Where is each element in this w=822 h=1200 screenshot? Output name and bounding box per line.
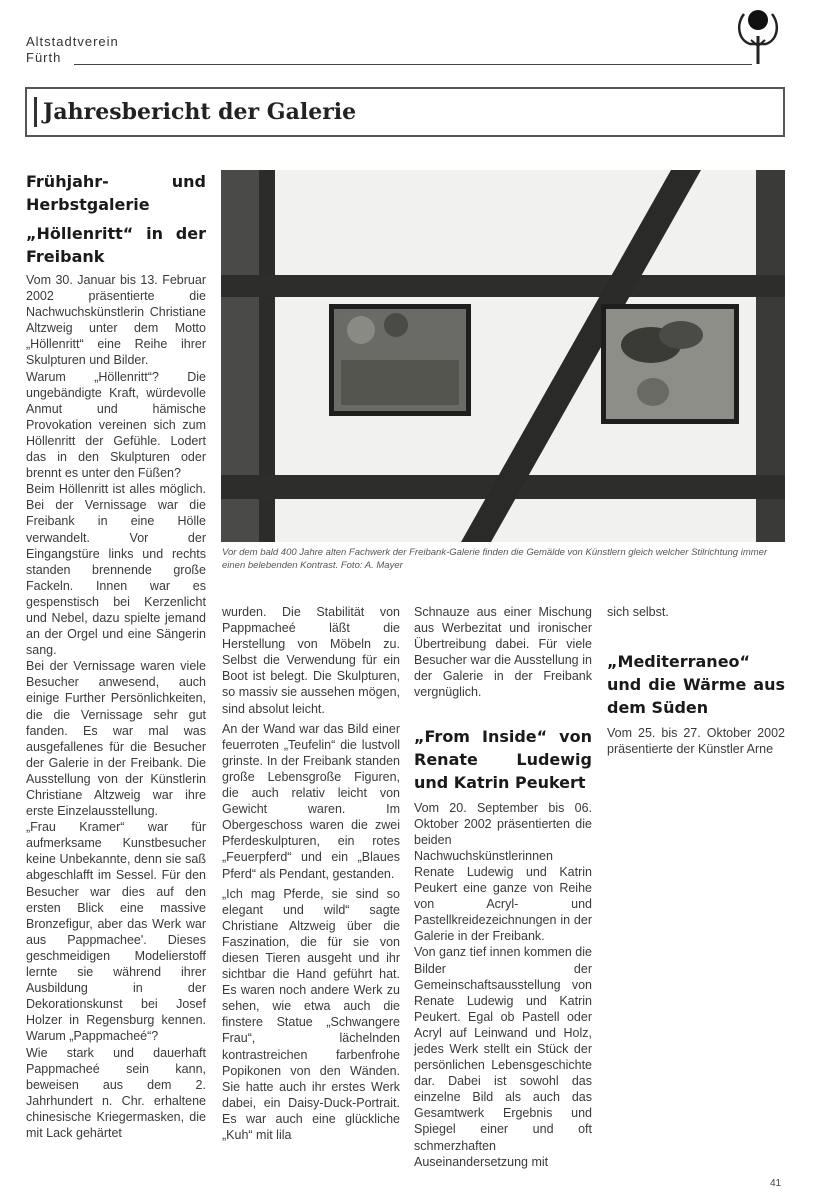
header-line1: Altstadtverein bbox=[26, 34, 119, 49]
title-box bbox=[25, 87, 785, 137]
vereins-logo-icon bbox=[734, 6, 782, 66]
column-1 bbox=[26, 170, 206, 1141]
paragraph: „Frau Kramer“ war für aufmerksame Kunstbesucher keine Unbekannte, denn sie saß abgeschlafft im Sessel. Für den Besucher war dies auf den ersten Blick eine massive Bronzefigur, aber das Werk war aus Pappmachee'. Dieses geschmeidigen Modelierstoff lernte sie während ihrer Ausbildung in der Dekorationskunst bei Josef Holzer in Regensburg kennen. Warum „Pappmacheé“? bbox=[26, 820, 206, 1044]
article-heading-hoellenritt: „Höllenritt“ in der Freibank bbox=[26, 224, 206, 266]
paragraph: An der Wand war das Bild einer feuerroten „Teufelin“ die lustvoll grinste. In der Freibank standen große Lebensgroße Figuren, die auch relativ leicht von Gewicht waren. Im Obergeschoss waren die zwei Pferdeskulpturen, ein rotes „Feuerpferd“ und ein „Blaues Pferd“ als Pendant, gestanden. bbox=[222, 721, 400, 881]
page-title: Jahresbericht der Galerie bbox=[43, 99, 357, 125]
column-3 bbox=[414, 604, 592, 1170]
title-accent-bar bbox=[34, 97, 37, 127]
paragraph: sich selbst. bbox=[607, 605, 669, 619]
paragraph: Schnauze aus einer Mischung aus Werbezitat und ironischer Übertreibung dabei. Für viele Besucher war die Ausstellung in der Galerie in der Freibank vergnüglich. bbox=[414, 605, 592, 700]
paragraph: wurden. Die Stabilität von Pappmacheé läßt die Herstellung von Möbeln zu. Selbst die Verwendung für ein Boot ist belegt. Die Skulpturen, so massiv sie aussehen mögen, sind absolut leicht. bbox=[222, 605, 400, 716]
paragraph: Von ganz tief innen kommen die Bilder der Gemeinschaftsausstellung von Renate Ludewig und Katrin Peukert. Egal ob Pastell oder Acryl auf Leinwand und Holz, jedes Werk stellt ein Stück der persönlichen Lebensgeschichte dar. Dabei ist sowohl das einzelne Bild als auch das Gesamtwerk Ergebnis und Spiegel einer und oft schmerzhaften Auseinandersetzung mit bbox=[414, 945, 592, 1169]
article-heading-mediterraneo: „Mediterraneo“ und die Wärme aus dem Süden bbox=[607, 652, 785, 718]
section-heading-galerie: Frühjahr- und Herbstgalerie bbox=[26, 172, 206, 214]
header-org bbox=[26, 34, 119, 66]
paragraph: „Ich mag Pferde, sie sind so elegant und wild“ sagte Christiane Altzweig über die Faszination, die für sie von diesen Tieren ausgeht und ihr sichtbar die Hand geführt hat. Es waren noch andere Werk zu sehen, wie etwa auch die finstere Statue „Schwangere Frau“, lächelnden kontrastreichen farbenfrohe Popikonen von den Wänden. Sie hatte auch ihr erstes Werk dabei, ein Daisy-Duck-Portrait. Es war auch eine glückliche „Kuh“ mit lila bbox=[222, 886, 400, 1142]
paragraph: Vom 20. September bis 06. Oktober 2002 präsentierten die beiden Nachwuchskünstlerinnen Renate Ludewig und Katrin Peukert eine ganze von Reihe von Acryl- und Pastellkreidezeichnungen in der Galerie in der Freibank. bbox=[414, 800, 592, 944]
paragraph: Wie stark und dauerhaft Pappmacheé sein kann, beweisen aus dem 2. Jahrhundert n. Chr. erhaltene chinesische Kriegermasken, die mit Lack gehärtet bbox=[26, 1045, 206, 1140]
header-line2: Fürth bbox=[26, 50, 62, 65]
paragraph: Beim Höllenritt ist alles möglich. Bei der Vernissage war die Freibank in eine Hölle verwandelt. Vor der Eingangstüre links und rechts standen brennende große Fackeln. Innen war es gespenstisch bei Kerzenlicht und Nebel, dazu spielte jemand an der Orgel und eine Sängerin sang. bbox=[26, 482, 206, 658]
paragraph: Warum „Höllenritt“? Die ungebändigte Kraft, würdevolle Anmut und hämische Provokation vereinen sich zum Höllenritt der Gefühle. Lodert das in den Skulpturen oder brennt es unter den Füßen? bbox=[26, 369, 206, 481]
column-4 bbox=[607, 604, 785, 757]
page-number: 41 bbox=[770, 1178, 782, 1189]
header-rule bbox=[74, 64, 752, 65]
paragraph: Vom 30. Januar bis 13. Februar 2002 präsentierte die Nachwuchskünstlerin Christiane Altzweig unter dem Motto „Höllenritt“ eine Reihe ihrer Skulpturen und Bilder. bbox=[26, 273, 206, 368]
paragraph: Bei der Vernissage waren viele Besucher anwesend, auch einige Further Persönlichkeiten, die die Vernissage sehr gut fanden. Es war mal was ausgefallenes für die Besucher der Galerie in der Freibank. Die Ausstellung von der Künstlerin Christiane Altzweig war ihre erste Einzelausstellung. bbox=[26, 659, 206, 819]
column-2 bbox=[222, 604, 400, 1143]
article-heading-from-inside: „From Inside“ von Renate Ludewig und Katrin Peukert bbox=[414, 726, 592, 792]
paragraph: Vom 25. bis 27. Oktober 2002 präsentierte der Künstler Arne bbox=[607, 726, 785, 757]
photo-caption: Vor dem bald 400 Jahre alten Fachwerk der Freibank-Galerie finden die Gemälde von Künstlern gleich welcher Stilrichtung immer einen belebenden Kontrast. Foto: A. Mayer bbox=[222, 547, 768, 571]
gallery-photo-icon bbox=[221, 170, 785, 542]
gallery-photo bbox=[221, 170, 785, 542]
